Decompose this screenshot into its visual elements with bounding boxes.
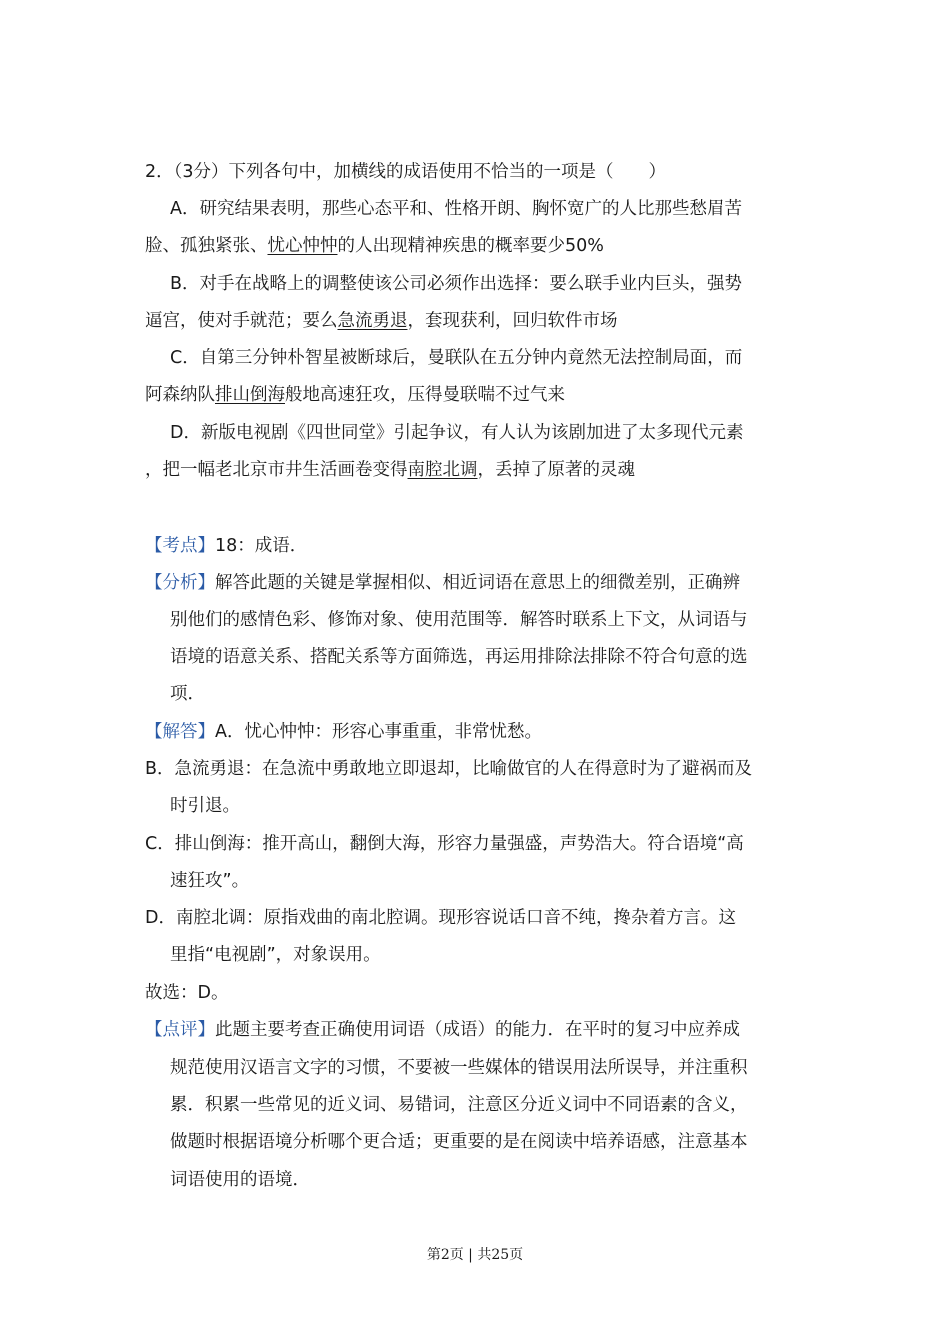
option-a-line2 xyxy=(145,234,604,258)
question-text: 下列各句中，加横线的成语使用不恰当的一项是（ ） xyxy=(228,162,667,182)
option-c-line2 xyxy=(145,383,565,407)
option-d-text: 新版电视剧《四世同堂》引起争议，有人认为该剧加进了太多现代元素 xyxy=(200,423,744,443)
option-a-idiom: 忧心忡忡 xyxy=(267,236,338,256)
kaodian-section xyxy=(145,534,307,558)
jieda-a-text: A．忧心忡忡：形容心事重重，非常忧愁。 xyxy=(215,722,542,742)
jieda-tag: 【解答】 xyxy=(145,722,215,742)
option-c-label: C． xyxy=(170,348,200,368)
dianping-text: 此题主要考查正确使用词语（成语）的能力．在平时的复习中应养成 xyxy=(215,1020,740,1040)
option-d-label: D． xyxy=(170,423,201,443)
jieda-line-b1: B．急流勇退：在急流中勇敢地立即退却，比喻做官的人在得意时为了避祸而及 xyxy=(145,759,753,779)
option-b-text: 对手在战略上的调整使该公司必须作出选择：要么联手业内巨头，强势 xyxy=(199,274,743,294)
jieda-line-c2: 速狂攻”。 xyxy=(170,871,250,891)
option-a-text-post: 的人出现精神疾患的概率要少50% xyxy=(337,236,604,256)
dianping-line4: 做题时根据语境分析哪个更合适；更重要的是在阅读中培养语感，注意基本 xyxy=(170,1132,748,1152)
option-a-line1 xyxy=(170,197,742,221)
question-score: （3分） xyxy=(173,162,229,182)
option-c-text-post: 般地高速狂攻，压得曼联喘不过气来 xyxy=(285,385,565,405)
option-c-line1 xyxy=(170,346,742,370)
kaodian-text: 18：成语． xyxy=(215,536,308,556)
fenxi-line1 xyxy=(145,571,740,595)
option-c-text-pre: 阿森纳队 xyxy=(145,385,215,405)
dianping-line5: 词语使用的语境． xyxy=(170,1170,310,1190)
option-c-idiom: 排山倒海 xyxy=(215,385,285,405)
fenxi-line2: 别他们的感情色彩、修饰对象、使用范围等．解答时联系上下文，从词语与 xyxy=(170,610,748,630)
dianping-line1 xyxy=(145,1018,740,1042)
jieda-line-c1: C．排山倒海：推开高山，翻倒大海，形容力量强盛，声势浩大。符合语境“高 xyxy=(145,834,744,854)
option-a-text-pre: 脸、孤独紧张、 xyxy=(145,236,268,256)
dianping-line2: 规范使用汉语言文字的习惯，不要被一些媒体的错误用法所误导，并注重积 xyxy=(170,1058,748,1078)
option-d-line1 xyxy=(170,421,743,445)
option-a-label: A． xyxy=(170,199,200,219)
page-footer: 第2页 | 共25页 xyxy=(426,1247,524,1263)
option-b-text-post: ，套现获利，回归软件市场 xyxy=(407,311,618,331)
question-stem xyxy=(145,160,666,184)
option-d-idiom: 南腔北调 xyxy=(407,460,478,480)
option-b-text-pre: 逼宫，使对手就范；要么 xyxy=(145,311,338,331)
jieda-line-b2: 时引退。 xyxy=(170,796,240,816)
jieda-line-d1: D．南腔北调：原指戏曲的南北腔调。现形容说话口音不纯，搀杂着方言。这 xyxy=(145,908,736,928)
dianping-line3: 累．积累一些常见的近义词、易错词，注意区分近义词中不同语素的含义， xyxy=(170,1095,748,1115)
fenxi-text: 解答此题的关键是掌握相似、相近词语在意思上的细微差别，正确辨 xyxy=(215,573,740,593)
option-c-text: 自第三分钟朴智星被断球后，曼联队在五分钟内竟然无法控制局面，而 xyxy=(199,348,743,368)
fenxi-line3: 语境的语意关系、搭配关系等方面筛选，再运用排除法排除不符合句意的选 xyxy=(170,647,748,667)
option-a-text: 研究结果表明，那些心态平和、性格开朗、胸怀宽广的人比那些愁眉苦 xyxy=(199,199,742,219)
kaodian-tag: 【考点】 xyxy=(145,536,215,556)
fenxi-tag: 【分析】 xyxy=(145,573,215,593)
option-b-label: B． xyxy=(170,274,200,294)
option-d-text-pre: ，把一幅老北京市井生活画卷变得 xyxy=(145,460,408,480)
jieda-line-d2: 里指“电视剧”，对象误用。 xyxy=(170,945,381,965)
option-d-text-post: ，丢掉了原著的灵魂 xyxy=(477,460,635,480)
dianping-tag: 【点评】 xyxy=(145,1020,215,1040)
option-b-line2 xyxy=(145,309,618,333)
option-d-line2 xyxy=(145,458,635,482)
jieda-line-a xyxy=(145,720,542,744)
fenxi-line4: 项． xyxy=(170,684,205,704)
option-b-line1 xyxy=(170,272,742,296)
question-number: 2． xyxy=(145,162,174,182)
option-b-idiom: 急流勇退 xyxy=(337,311,408,331)
jieda-answer: 故选：D。 xyxy=(145,983,229,1003)
